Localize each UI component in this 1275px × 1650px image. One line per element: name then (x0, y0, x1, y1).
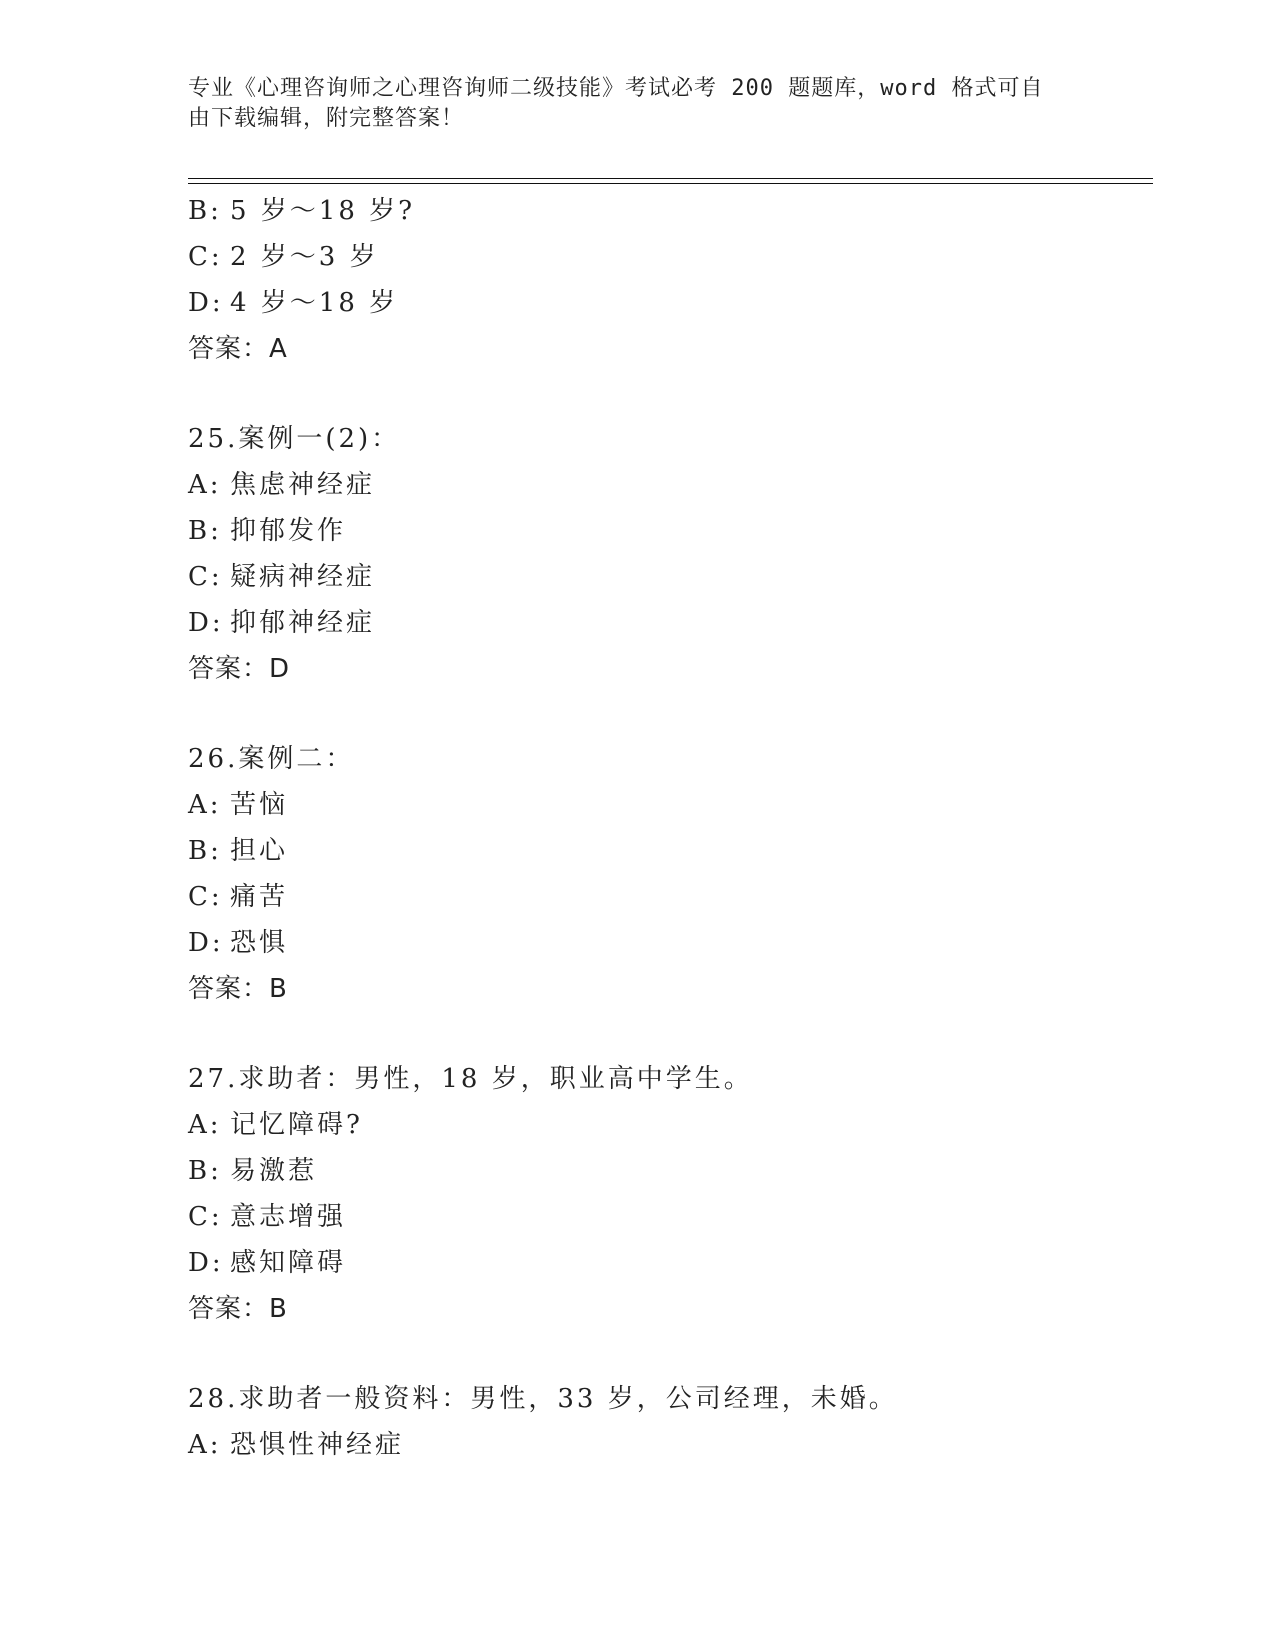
header-divider-top (188, 178, 1153, 179)
question-list (188, 188, 1148, 1468)
option-row (188, 234, 1148, 280)
option-key: D: (188, 608, 224, 638)
option-text: 抑郁神经症 (230, 608, 376, 638)
option-key: C: (188, 1202, 223, 1232)
option-row (188, 462, 1148, 508)
option-key: B: (188, 836, 222, 866)
option-row (188, 188, 1148, 234)
option-text: 焦虑神经症 (230, 470, 376, 500)
option-text: 恐惧性神经症 (230, 1430, 405, 1460)
option-row (188, 1148, 1148, 1194)
option-text: 担心 (230, 836, 289, 866)
option-row (188, 508, 1148, 554)
option-key: C: (188, 882, 223, 912)
option-text: 记忆障碍? (230, 1110, 363, 1140)
option-text: 恐惧 (230, 928, 289, 958)
option-text: 4 岁～18 岁 (230, 288, 399, 318)
option-key: A: (188, 790, 222, 820)
option-text: 痛苦 (230, 882, 289, 912)
document-header (188, 74, 1088, 134)
option-key: A: (188, 1430, 222, 1460)
question-stem: 25.案例一(2)： (188, 424, 401, 454)
question-stem: 27.求助者：男性，18 岁，职业高中学生。 (188, 1064, 753, 1094)
option-text: 易激惹 (230, 1156, 318, 1186)
option-key: D: (188, 1248, 224, 1278)
option-key: B: (188, 516, 222, 546)
option-row (188, 1194, 1148, 1240)
option-text: 苦恼 (230, 790, 289, 820)
option-text: 2 岁～3 岁 (230, 242, 379, 272)
option-text: 意志增强 (230, 1202, 347, 1232)
option-row (188, 1102, 1148, 1148)
option-row (188, 782, 1148, 828)
question-stem: 28.求助者一般资料：男性，33 岁，公司经理，未婚。 (188, 1384, 898, 1414)
option-row (188, 600, 1148, 646)
header-line-1: 专业《心理咨询师之心理咨询师二级技能》考试必考 200 题题库，word 格式可自 (188, 76, 1044, 101)
option-row (188, 920, 1148, 966)
option-row (188, 280, 1148, 326)
answer-line: 答案：A (188, 334, 288, 364)
option-key: A: (188, 470, 222, 500)
question-stem: 26.案例二： (188, 744, 355, 774)
option-key: B: (188, 196, 222, 226)
header-divider-bottom (188, 183, 1153, 184)
option-text: 抑郁发作 (230, 516, 347, 546)
option-key: B: (188, 1156, 222, 1186)
header-line-2: 由下载编辑，附完整答案！ (188, 106, 465, 131)
answer-line: 答案：B (188, 1294, 288, 1324)
option-text: 5 岁～18 岁? (230, 196, 416, 226)
option-row (188, 874, 1148, 920)
option-row (188, 1422, 1148, 1468)
option-text: 疑病神经症 (230, 562, 376, 592)
option-row (188, 828, 1148, 874)
answer-line: 答案：D (188, 654, 291, 684)
option-key: A: (188, 1110, 222, 1140)
option-key: C: (188, 562, 223, 592)
answer-line: 答案：B (188, 974, 288, 1004)
option-text: 感知障碍 (230, 1248, 347, 1278)
option-key: D: (188, 928, 224, 958)
option-key: D: (188, 288, 224, 318)
option-key: C: (188, 242, 223, 272)
option-row (188, 554, 1148, 600)
option-row (188, 1240, 1148, 1286)
